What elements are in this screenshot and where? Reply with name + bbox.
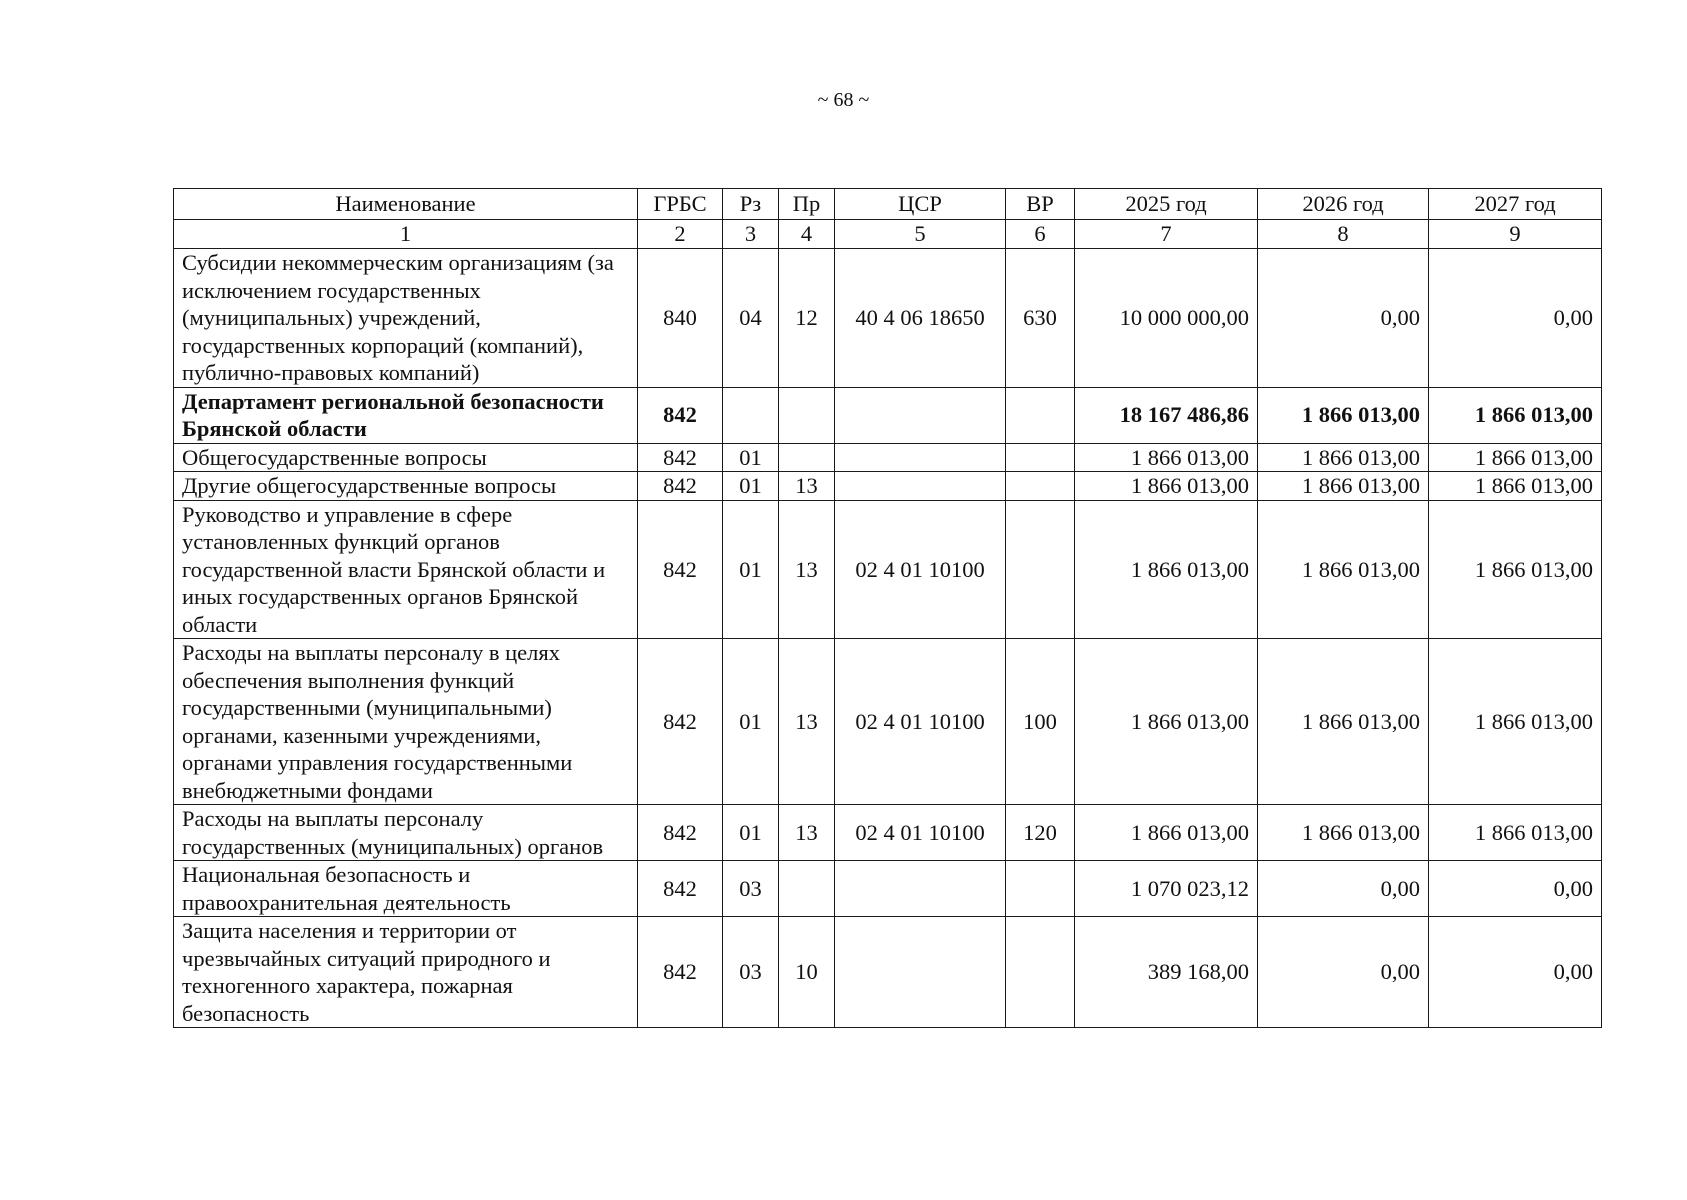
cell-2025: 1 866 013,00 xyxy=(1075,443,1258,472)
table-row xyxy=(174,805,1602,861)
cell-vr xyxy=(1006,443,1075,472)
header-vr: ВР xyxy=(1006,189,1075,220)
cell-vr: 630 xyxy=(1006,249,1075,388)
cell-csr: 02 4 01 10100 xyxy=(835,500,1006,639)
cell-2027: 0,00 xyxy=(1429,917,1602,1028)
cell-pr: 10 xyxy=(779,917,835,1028)
cell-grbs: 840 xyxy=(638,249,723,388)
column-number: 8 xyxy=(1258,220,1429,249)
cell-grbs: 842 xyxy=(638,387,723,443)
column-number: 7 xyxy=(1075,220,1258,249)
cell-2026: 1 866 013,00 xyxy=(1258,443,1429,472)
cell-2027: 1 866 013,00 xyxy=(1429,443,1602,472)
cell-pr: 13 xyxy=(779,639,835,805)
header-csr: ЦСР xyxy=(835,189,1006,220)
table-header-row xyxy=(174,189,1602,220)
cell-csr: 02 4 01 10100 xyxy=(835,639,1006,805)
column-number-row xyxy=(174,220,1602,249)
cell-2026: 1 866 013,00 xyxy=(1258,639,1429,805)
cell-grbs: 842 xyxy=(638,500,723,639)
cell-pr: 12 xyxy=(779,249,835,388)
column-number: 5 xyxy=(835,220,1006,249)
cell-rz: 03 xyxy=(723,861,779,917)
cell-2026: 1 866 013,00 xyxy=(1258,500,1429,639)
header-name: Наименование xyxy=(174,189,638,220)
header-2027: 2027 год xyxy=(1429,189,1602,220)
cell-vr xyxy=(1006,500,1075,639)
cell-grbs: 842 xyxy=(638,639,723,805)
cell-name: Расходы на выплаты персоналу в целях обеспечения выполнения функций государственными (муниципальными) органами, казенными учреждениями, органами управления государственными внебюджетными фондами xyxy=(174,639,638,805)
cell-vr xyxy=(1006,387,1075,443)
cell-2026: 1 866 013,00 xyxy=(1258,387,1429,443)
cell-2025: 1 070 023,12 xyxy=(1075,861,1258,917)
cell-2025: 18 167 486,86 xyxy=(1075,387,1258,443)
table-row xyxy=(174,387,1602,443)
cell-2026: 0,00 xyxy=(1258,249,1429,388)
header-grbs: ГРБС xyxy=(638,189,723,220)
cell-pr: 13 xyxy=(779,500,835,639)
cell-rz: 01 xyxy=(723,805,779,861)
column-number: 3 xyxy=(723,220,779,249)
cell-2025: 1 866 013,00 xyxy=(1075,639,1258,805)
cell-2025: 389 168,00 xyxy=(1075,917,1258,1028)
cell-rz: 04 xyxy=(723,249,779,388)
cell-csr: 02 4 01 10100 xyxy=(835,805,1006,861)
page-number: ~ 68 ~ xyxy=(817,89,870,111)
cell-grbs: 842 xyxy=(638,861,723,917)
cell-vr: 120 xyxy=(1006,805,1075,861)
cell-name: Руководство и управление в сфере установленных функций органов государственной власти Брянской области и иных государственных органов Брянской области xyxy=(174,500,638,639)
cell-pr: 13 xyxy=(779,805,835,861)
cell-2027: 1 866 013,00 xyxy=(1429,387,1602,443)
cell-vr xyxy=(1006,861,1075,917)
cell-2026: 1 866 013,00 xyxy=(1258,472,1429,501)
cell-2025: 1 866 013,00 xyxy=(1075,472,1258,501)
cell-pr xyxy=(779,861,835,917)
cell-vr xyxy=(1006,917,1075,1028)
header-2026: 2026 год xyxy=(1258,189,1429,220)
cell-csr xyxy=(835,443,1006,472)
cell-grbs: 842 xyxy=(638,805,723,861)
cell-2027: 1 866 013,00 xyxy=(1429,639,1602,805)
cell-2026: 0,00 xyxy=(1258,861,1429,917)
cell-name: Общегосударственные вопросы xyxy=(174,443,638,472)
cell-csr xyxy=(835,472,1006,501)
table-row xyxy=(174,861,1602,917)
cell-grbs: 842 xyxy=(638,472,723,501)
cell-name: Защита населения и территории от чрезвычайных ситуаций природного и техногенного характера, пожарная безопасность xyxy=(174,917,638,1028)
cell-csr xyxy=(835,917,1006,1028)
cell-2026: 1 866 013,00 xyxy=(1258,805,1429,861)
header-pr: Пр xyxy=(779,189,835,220)
table-row xyxy=(174,500,1602,639)
cell-csr: 40 4 06 18650 xyxy=(835,249,1006,388)
cell-rz: 01 xyxy=(723,443,779,472)
cell-name: Субсидии некоммерческим организациям (за исключением государственных (муниципальных) учреждений, государственных корпораций (компаний), публично-правовых компаний) xyxy=(174,249,638,388)
cell-2027: 1 866 013,00 xyxy=(1429,500,1602,639)
table-row xyxy=(174,249,1602,388)
table-row xyxy=(174,443,1602,472)
cell-2027: 0,00 xyxy=(1429,861,1602,917)
header-2025: 2025 год xyxy=(1075,189,1258,220)
table-row xyxy=(174,917,1602,1028)
cell-2027: 1 866 013,00 xyxy=(1429,472,1602,501)
table-row xyxy=(174,639,1602,805)
budget-table xyxy=(173,188,1602,1028)
column-number: 9 xyxy=(1429,220,1602,249)
cell-pr xyxy=(779,387,835,443)
column-number: 4 xyxy=(779,220,835,249)
cell-2025: 1 866 013,00 xyxy=(1075,500,1258,639)
cell-rz: 01 xyxy=(723,500,779,639)
cell-pr: 13 xyxy=(779,472,835,501)
cell-grbs: 842 xyxy=(638,917,723,1028)
column-number: 1 xyxy=(174,220,638,249)
cell-name: Национальная безопасность и правоохранительная деятельность xyxy=(174,861,638,917)
table-row xyxy=(174,472,1602,501)
column-number: 2 xyxy=(638,220,723,249)
cell-name: Департамент региональной безопасности Брянской области xyxy=(174,387,638,443)
cell-2026: 0,00 xyxy=(1258,917,1429,1028)
cell-rz: 03 xyxy=(723,917,779,1028)
cell-pr xyxy=(779,443,835,472)
cell-rz: 01 xyxy=(723,472,779,501)
cell-2027: 0,00 xyxy=(1429,249,1602,388)
cell-csr xyxy=(835,387,1006,443)
cell-2027: 1 866 013,00 xyxy=(1429,805,1602,861)
cell-vr xyxy=(1006,472,1075,501)
cell-vr: 100 xyxy=(1006,639,1075,805)
cell-2025: 10 000 000,00 xyxy=(1075,249,1258,388)
column-number: 6 xyxy=(1006,220,1075,249)
cell-name: Расходы на выплаты персоналу государственных (муниципальных) органов xyxy=(174,805,638,861)
header-rz: Рз xyxy=(723,189,779,220)
cell-rz: 01 xyxy=(723,639,779,805)
cell-name: Другие общегосударственные вопросы xyxy=(174,472,638,501)
cell-rz xyxy=(723,387,779,443)
cell-grbs: 842 xyxy=(638,443,723,472)
cell-2025: 1 866 013,00 xyxy=(1075,805,1258,861)
cell-csr xyxy=(835,861,1006,917)
